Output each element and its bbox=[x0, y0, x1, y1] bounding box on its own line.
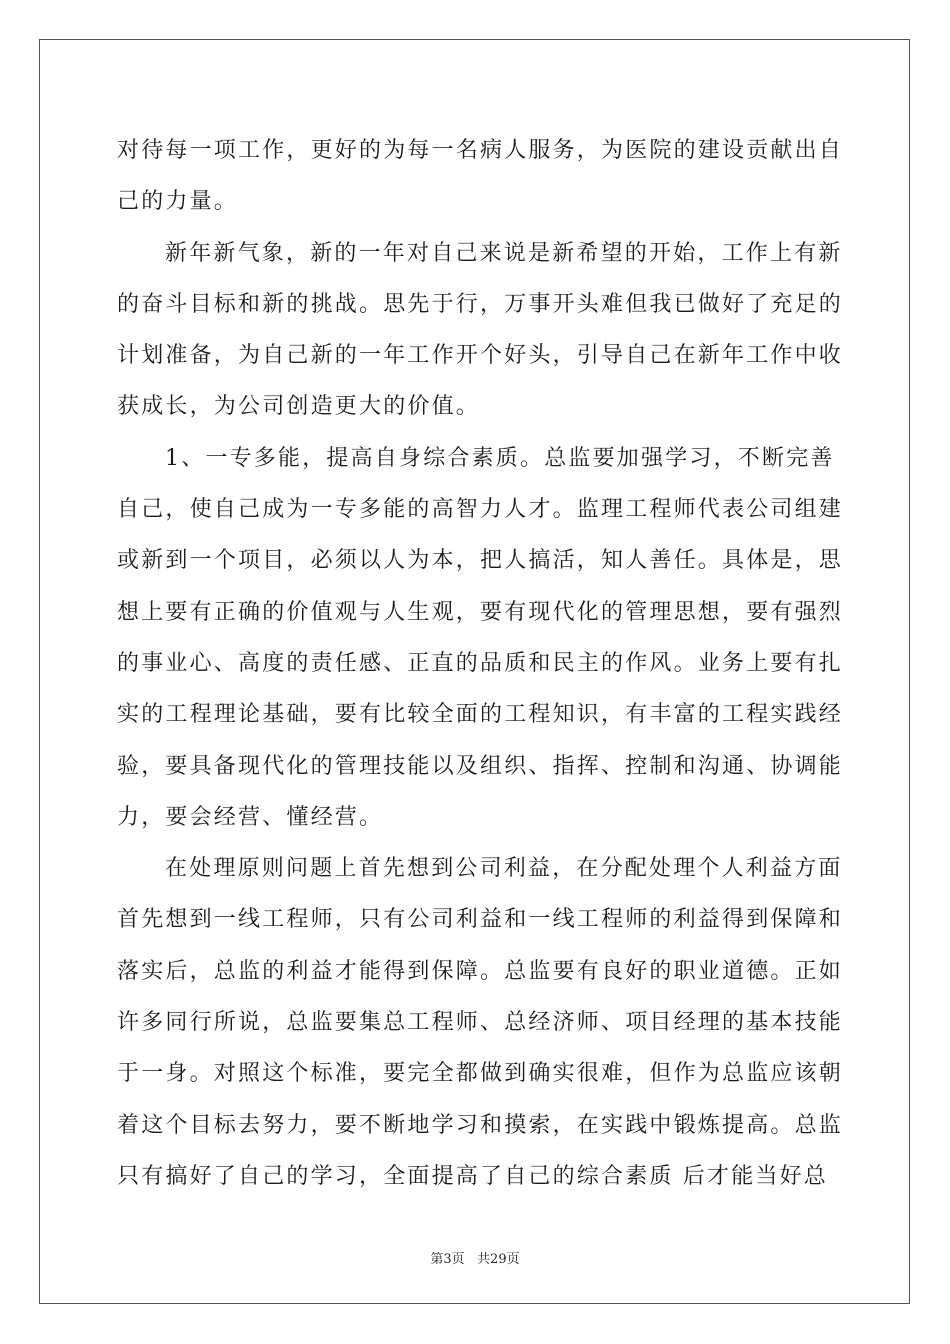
text-line: 己的力量。 bbox=[117, 189, 239, 215]
text-line: 的奋斗目标和新的挑战。思先于行，万事开头难但我已做好了充足的 bbox=[117, 291, 844, 317]
text-line: 首先想到一线工程师，只有公司利益和一线工程师的利益得到保障和 bbox=[117, 907, 844, 933]
text-line: 许多同行所说，总监要集总工程师、总经济师、项目经理的基本技能 bbox=[117, 1010, 844, 1036]
text-line: 于一身。对照这个标准，要完全都做到确实很难，但作为总监应该朝 bbox=[117, 1061, 844, 1087]
text-line: 力，要会经营、懂经营。 bbox=[117, 804, 384, 830]
paragraph-start-line: 在处理原则问题上首先想到公司利益，在分配处理个人利益方面 bbox=[165, 856, 843, 882]
paragraph-start-line: 新年新气象，新的一年对自己来说是新希望的开始，工作上有新 bbox=[165, 240, 843, 266]
text-line: 实的工程理论基础，要有比较全面的工程知识，有丰富的工程实践经 bbox=[117, 702, 844, 728]
text-line: 对待每一项工作，更好的为每一名病人服务，为医院的建设贡献出自 bbox=[117, 138, 844, 163]
text-line: 计划准备，为自己新的一年工作开个好头，引导自己在新年工作中收 bbox=[117, 343, 844, 369]
text-line: 想上要有正确的价值观与人生观，要有现代化的管理思想，要有强烈 bbox=[117, 599, 844, 625]
text-line: 的事业心、高度的责任感、正直的品质和民主的作风。业务上要有扎 bbox=[117, 650, 844, 676]
paragraph-start-line: 1、一专多能，提高自身综合素质。总监要加强学习，不断完善 bbox=[165, 445, 835, 471]
document-body bbox=[117, 125, 844, 1202]
text-line: 着这个目标去努力，要不断地学习和摸索，在实践中锻炼提高。总监 bbox=[117, 1112, 844, 1138]
text-line: 验，要具备现代化的管理技能以及组织、指挥、控制和沟通、协调能 bbox=[117, 753, 844, 779]
text-line: 落实后，总监的利益才能得到保障。总监要有良好的职业道德。正如 bbox=[117, 958, 844, 984]
text-line: 获成长，为公司创造更大的价值。 bbox=[117, 394, 481, 420]
text-line: 自己，使自己成为一专多能的高智力人才。监理工程师代表公司组建 bbox=[117, 497, 844, 523]
page-number-footer: 第3页 共29页 bbox=[430, 1252, 520, 1267]
text-line: 只有搞好了自己的学习，全面提高了自己的综合素质 后才能当好总 bbox=[117, 1163, 828, 1189]
text-line: 或新到一个项目，必须以人为本，把人搞活，知人善任。具体是，思 bbox=[117, 548, 844, 574]
